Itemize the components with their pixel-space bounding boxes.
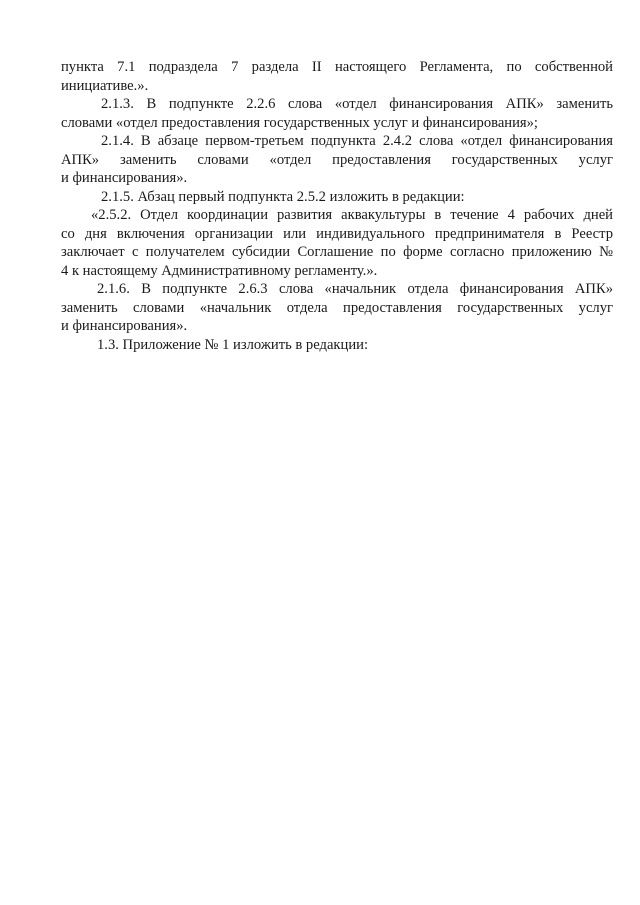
text-line: заменить словами «начальник отдела предоставления государственных услуг xyxy=(61,299,613,316)
text-line: словами «отдел предоставления государственных услуг и финансирования»; xyxy=(61,114,538,131)
paragraph-2-5-2-quote xyxy=(61,206,613,280)
text-line: заключает с получателем субсидии Соглашение по форме согласно приложению № xyxy=(61,244,613,260)
paragraph-1-3 xyxy=(61,336,613,355)
text-line: 4 к настоящему Административному регламенту.». xyxy=(61,262,378,279)
text-line: «2.5.2. Отдел координации развития аквакультуры в течение 4 рабочих дней xyxy=(91,207,613,223)
document-body xyxy=(61,58,613,354)
text-line: 2.1.6. В подпункте 2.6.3 слова «начальник отдела финансирования АПК» xyxy=(97,281,613,297)
text-line: инициативе.». xyxy=(61,77,149,94)
text-line: со дня включения организации или индивидуального предпринимателя в Реестр xyxy=(61,225,613,242)
text-line: и финансирования». xyxy=(61,170,188,186)
paragraph-2-1-4 xyxy=(61,132,613,188)
text-line: пункта 7.1 подраздела 7 раздела II настоящего Регламента, по собственной xyxy=(61,59,613,75)
paragraph-2-1-6 xyxy=(61,280,613,336)
paragraph-2-1-5 xyxy=(61,188,613,207)
paragraph-continuation xyxy=(61,58,613,95)
text-line: АПК» заменить словами «отдел предоставления государственных услуг xyxy=(61,151,613,168)
text-line: 1.3. Приложение № 1 изложить в редакции: xyxy=(97,336,368,353)
text-line: 2.1.5. Абзац первый подпункта 2.5.2 изложить в редакции: xyxy=(101,188,465,205)
text-line: 2.1.3. В подпункте 2.2.6 слова «отдел финансирования АПК» заменить xyxy=(101,96,613,112)
paragraph-2-1-3 xyxy=(61,95,613,132)
text-line: и финансирования». xyxy=(61,318,188,334)
text-line: 2.1.4. В абзаце первом-третьем подпункта 2.4.2 слова «отдел финансирования xyxy=(101,133,613,149)
